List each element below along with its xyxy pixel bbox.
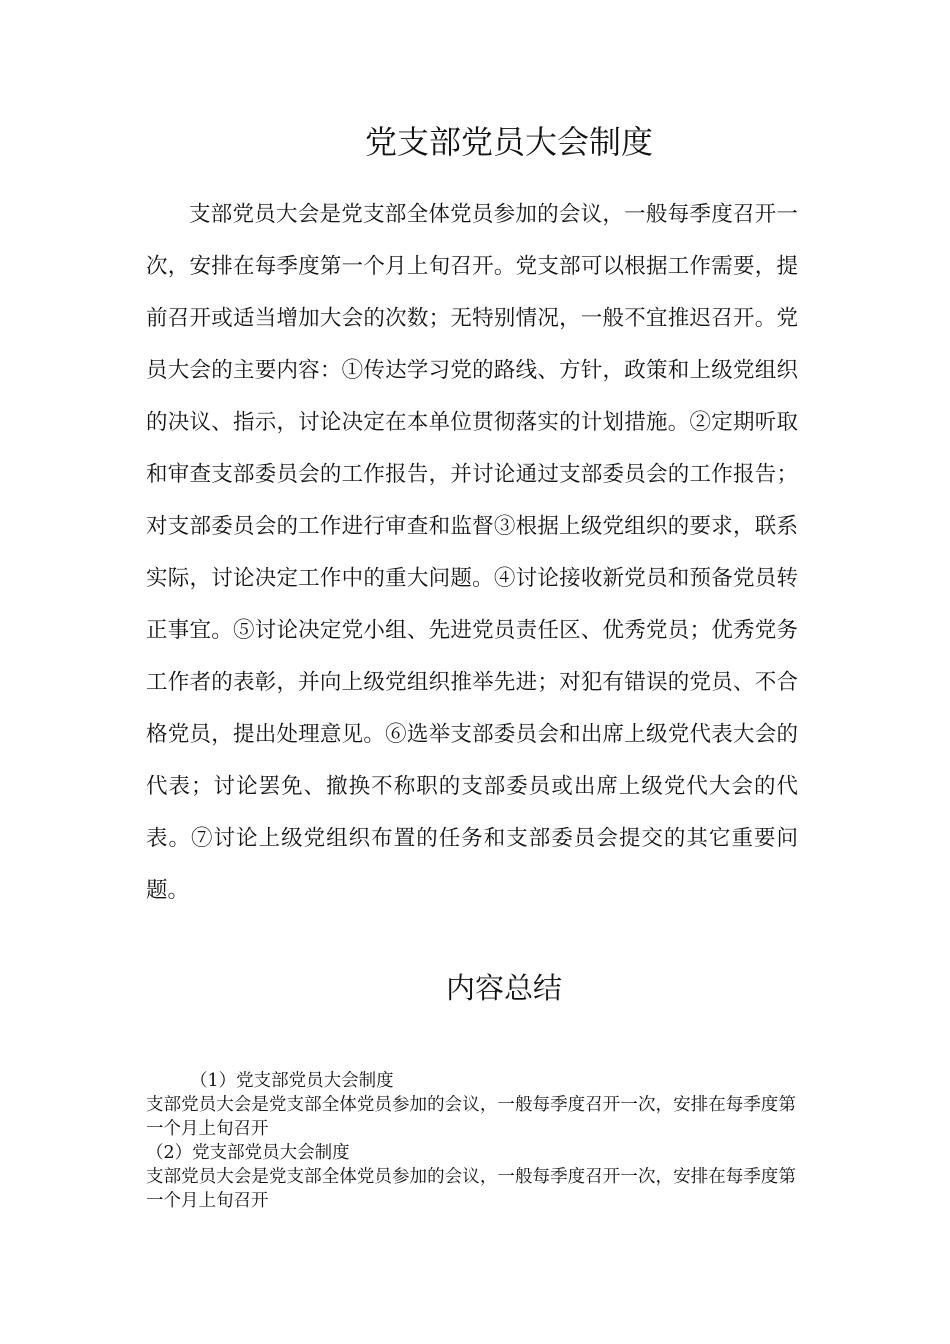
body-paragraph: 支部党员大会是党支部全体党员参加的会议，一般每季度召开一次，安排在每季度第一个月上旬召开。党支部可以根据工作需要，提前召开或适当增加大会的次数；无特别情况，一般不宜推迟召开。党员大会的主要内容：①传达学习党的路线、方针，政策和上级党组织的决议、指示，讨论决定在本单位贯彻落实的计划措施。②定期听取和审查支部委员会的工作报告，并讨论通过支部委员会的工作报告；对支部委员会的工作进行审查和监督③根据上级党组织的要求，联系实际，讨论决定工作中的重大问题。④讨论接收新党员和预备党员转正事宜。⑤讨论决定党小组、先进党员责任区、优秀党员；优秀党务工作者的表彰，并向上级党组织推举先进；对犯有错误的党员、不合格党员，提出处理意见。⑥选举支部委员会和出席上级党代表大会的代表；讨论罢免、撤换不称职的支部委员或出席上级党代大会的代表。⑦讨论上级党组织布置的任务和支部委员会提交的其它重要问题。: [146, 202, 798, 903]
summary-item-text: 支部党员大会是党支部全体党员参加的会议，一般每季度召开一次，安排在每季度第一个月上旬召开: [146, 1095, 796, 1139]
summary-item-label: （2）党支部党员大会制度: [146, 1143, 350, 1163]
summary-section: [146, 1069, 796, 1213]
document-title: 党支部党员大会制度: [364, 123, 653, 161]
summary-heading: 内容总结: [445, 971, 562, 1005]
summary-item-label: （1）党支部党员大会制度: [190, 1071, 394, 1091]
summary-item-text: 支部党员大会是党支部全体党员参加的会议，一般每季度召开一次，安排在每季度第一个月上旬召开: [146, 1167, 796, 1211]
